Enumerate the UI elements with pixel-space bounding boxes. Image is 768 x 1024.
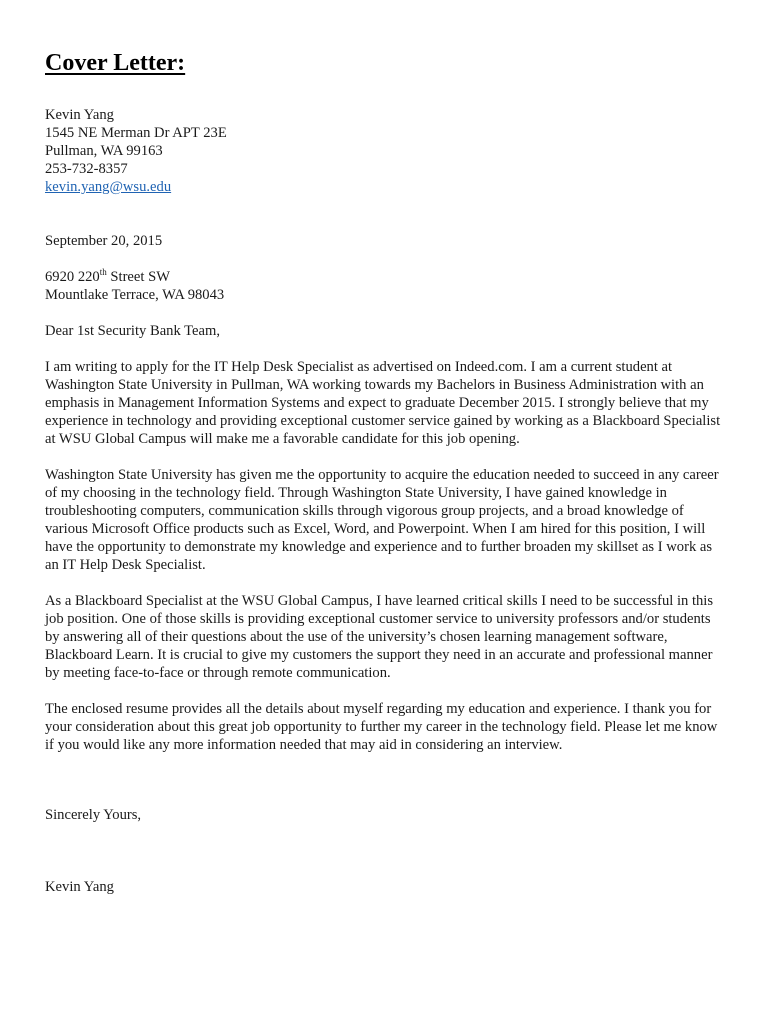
recipient-street-number: 6920 220	[45, 269, 100, 285]
closing-line: Sincerely Yours,	[45, 807, 142, 823]
sender-email-link[interactable]: kevin.yang@wsu.edu	[45, 179, 172, 195]
body-paragraph-1: I am writing to apply for the IT Help Desk Specialist as advertised on Indeed.com. I am a current student at Washington State University in Pullman, WA working towards my Bachelors in Business Administration with an emphasis in Management Information Systems and expect to graduate December 2015. I strongly believe that my experience in technology and providing exceptional customer service gained by working as a Blackboard Specialist at WSU Global Campus will make me a favorable candidate for this job opening.	[45, 359, 721, 447]
sender-address-line2: Pullman, WA 99163	[45, 143, 163, 159]
sender-address-line1: 1545 NE Merman Dr APT 23E	[45, 125, 227, 141]
recipient-street-ordinal: th	[99, 267, 107, 278]
recipient-block	[45, 268, 725, 304]
salutation: Dear 1st Security Bank Team,	[45, 323, 221, 339]
recipient-city-line: Mountlake Terrace, WA 98043	[45, 287, 225, 303]
letter-date: September 20, 2015	[45, 233, 163, 249]
signature-name: Kevin Yang	[45, 879, 114, 895]
page-title: Cover Letter:	[45, 50, 186, 76]
sender-block	[45, 106, 725, 196]
recipient-street	[45, 268, 725, 286]
recipient-street-rest: Street SW	[106, 269, 170, 285]
sender-name: Kevin Yang	[45, 107, 114, 123]
sender-phone: 253-732-8357	[45, 161, 128, 177]
body-paragraph-3: As a Blackboard Specialist at the WSU Global Campus, I have learned critical skills I need to be successful in this job position. One of those skills is providing exceptional customer service to university professors and/or students by answering all of their questions about the use of the university’s chosen learning management software, Blackboard Learn. It is crucial to give my customers the support they need in an accurate and professional manner by meeting face-to-face or through remote communication.	[45, 593, 714, 681]
cover-letter-page	[45, 48, 725, 896]
body-paragraph-2: Washington State University has given me the opportunity to acquire the education needed to succeed in any career of my choosing in the technology field. Through Washington State University, I have gained knowledge in troubleshooting computers, communication skills through vigorous group projects, and a broad knowledge of various Microsoft Office products such as Excel, Word, and Powerpoint. When I am hired for this position, I will have the opportunity to demonstrate my knowledge and experience and to further broaden my skillset as I work as an IT Help Desk Specialist.	[45, 467, 719, 573]
body-paragraph-4: The enclosed resume provides all the details about myself regarding my education and experience. I thank you for your consideration about this great job opportunity to further my career in the technology field. Please let me know if you would like any more information needed that may aid in considering an interview.	[45, 701, 718, 753]
